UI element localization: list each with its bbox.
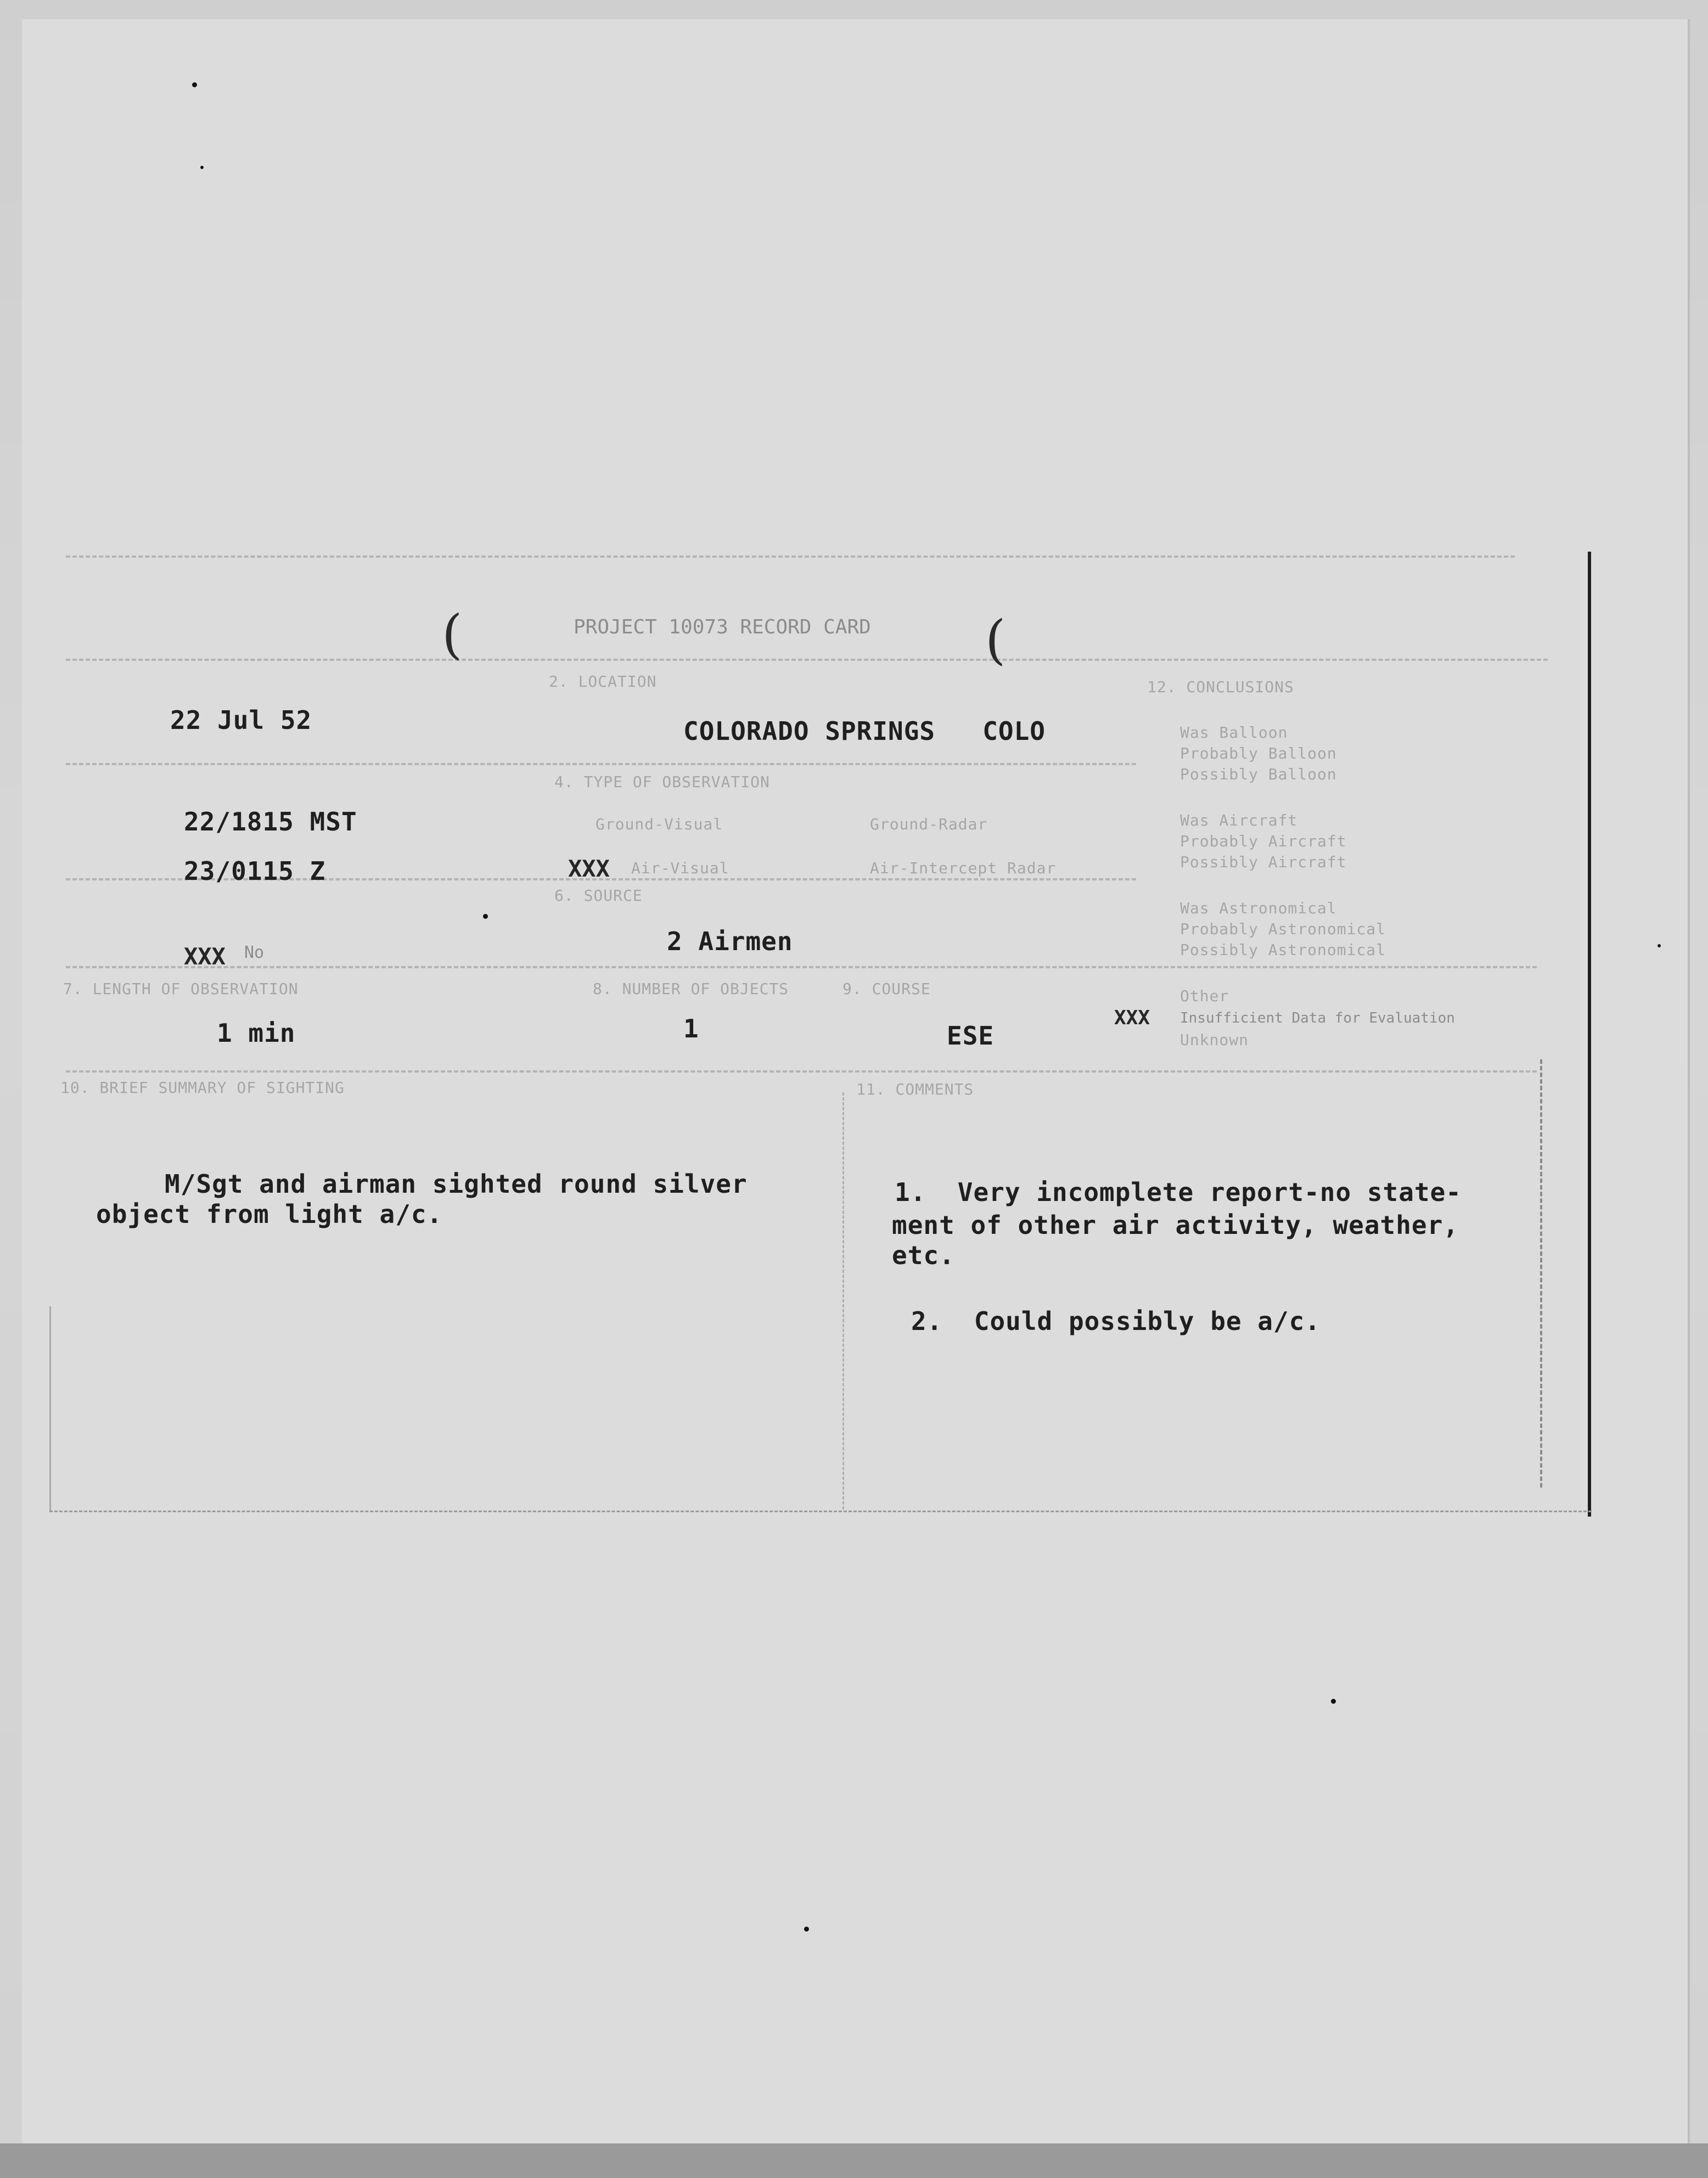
comment-1-line-2: ment of other air activity, weather, <box>892 1210 1459 1240</box>
right-dashed-edge <box>1540 1059 1542 1487</box>
photos-marker: XXX <box>184 943 226 970</box>
faint-rule <box>66 659 1548 661</box>
card-header: PROJECT 10073 RECORD CARD <box>574 616 871 638</box>
conclusion-insufficient-data: Insufficient Data for Evaluation <box>1180 1010 1455 1026</box>
conclusion-was-balloon: Was Balloon <box>1180 723 1288 742</box>
scanner-bottom-edge <box>0 2143 1708 2178</box>
faint-rule <box>66 1070 1537 1073</box>
obs-air-visual-marker: XXX <box>568 855 610 882</box>
comment-1-line-1: 1. Very incomplete report-no state- <box>895 1177 1462 1207</box>
length-value: 1 min <box>217 1018 296 1048</box>
speck <box>192 82 197 87</box>
conclusion-unknown: Unknown <box>1180 1031 1249 1049</box>
conclusion-possibly-astronomical: Possibly Astronomical <box>1180 941 1386 959</box>
conclusion-was-aircraft: Was Aircraft <box>1180 811 1298 829</box>
type-label: 4. TYPE OF OBSERVATION <box>554 773 770 791</box>
column-divider <box>842 1092 844 1509</box>
obs-ground-radar: Ground-Radar <box>870 815 988 833</box>
card-right-border <box>1588 552 1591 1517</box>
card-left-line <box>49 1306 51 1511</box>
course-label: 9. COURSE <box>842 980 931 998</box>
conclusion-was-astronomical: Was Astronomical <box>1180 899 1337 917</box>
punch-mark-left: ( <box>442 604 463 665</box>
number-value: 1 <box>683 1014 699 1043</box>
conclusion-probably-balloon: Probably Balloon <box>1180 744 1337 762</box>
conclusion-probably-aircraft: Probably Aircraft <box>1180 832 1347 850</box>
conclusion-probably-astronomical: Probably Astronomical <box>1180 920 1386 938</box>
conclusion-other: Other <box>1180 987 1229 1005</box>
conclusions-label: 12. CONCLUSIONS <box>1147 678 1294 696</box>
faint-rule <box>66 763 1136 765</box>
obs-ground-visual: Ground-Visual <box>595 815 723 833</box>
punch-mark-right: ( <box>985 609 1006 671</box>
card-bottom-line <box>49 1511 1592 1514</box>
summary-line-1: M/Sgt and airman sighted round silver <box>165 1169 748 1199</box>
photos-value: No <box>244 943 265 962</box>
comments-label: 11. COMMENTS <box>856 1080 974 1098</box>
summary-line-2: object from light a/c. <box>96 1199 443 1229</box>
faint-rule <box>66 555 1515 558</box>
location-value: COLORADO SPRINGS COLO <box>683 716 1046 746</box>
speck <box>483 914 488 919</box>
comment-2: 2. Could possibly be a/c. <box>911 1306 1321 1336</box>
comment-1-line-3: etc. <box>892 1240 955 1270</box>
obs-air-intercept: Air-Intercept Radar <box>870 859 1057 877</box>
time-gmt: 23/0115 Z <box>184 856 326 886</box>
conclusion-possibly-aircraft: Possibly Aircraft <box>1180 853 1347 871</box>
speck <box>200 166 204 169</box>
obs-air-visual: Air-Visual <box>631 859 729 877</box>
course-value: ESE <box>947 1021 995 1051</box>
speck <box>1331 1699 1336 1704</box>
speck <box>804 1927 809 1932</box>
conclusion-possibly-balloon: Possibly Balloon <box>1180 765 1337 783</box>
source-value: 2 Airmen <box>667 927 793 956</box>
time-local: 22/1815 MST <box>184 807 357 837</box>
length-label: 7. LENGTH OF OBSERVATION <box>63 980 299 998</box>
number-label: 8. NUMBER OF OBJECTS <box>593 980 789 998</box>
speck <box>1658 944 1661 947</box>
date-value: 22 Jul 52 <box>170 705 312 735</box>
location-label: 2. LOCATION <box>549 672 657 691</box>
summary-label: 10. BRIEF SUMMARY OF SIGHTING <box>60 1079 345 1097</box>
faint-rule <box>66 966 1537 968</box>
source-label: 6. SOURCE <box>554 886 643 905</box>
conclusion-selected-marker: XXX <box>1114 1007 1150 1029</box>
